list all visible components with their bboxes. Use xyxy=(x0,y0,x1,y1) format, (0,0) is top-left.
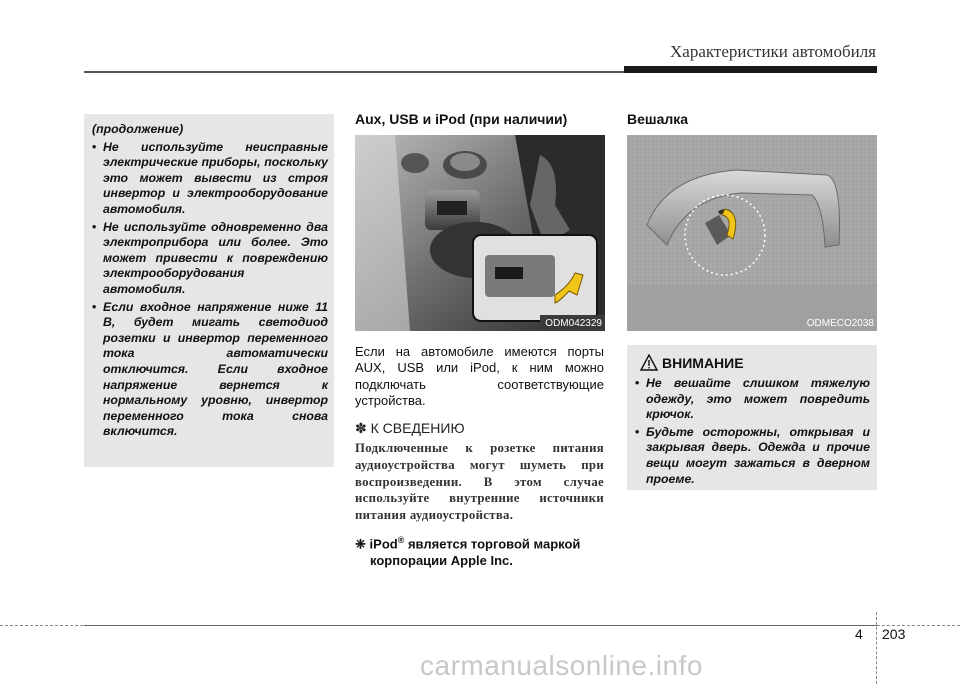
caution-item: • Если входное напряжение ниже 11 В, будет мигать светодиод розетки и инвертор переменного тока автоматически отключится. Если входное напряжение вернется к нормальному уровню, инвертор переменного тока снова включится. xyxy=(92,300,328,440)
caution-continued-box xyxy=(84,114,334,467)
trademark-brand: iPod xyxy=(369,536,398,552)
notice-text: Подключенные к розетке питания аудиоустройства могут шуметь при воспроизведении. В этом случае используйте внутренние источники питания аудиоустройства. xyxy=(355,441,604,523)
page-number-divider xyxy=(876,612,878,684)
trademark-text: является торговой маркой xyxy=(404,536,581,552)
trademark-note xyxy=(355,532,604,569)
warning-item: • Не вешайте слишком тяжелую одежду, это может повредить крючок. xyxy=(635,376,870,423)
header-rule-accent xyxy=(624,66,877,73)
coat-hook-photo xyxy=(627,135,877,331)
trademark-mark: ❈ xyxy=(355,536,366,552)
running-header: Характеристики автомобиля xyxy=(670,42,876,61)
section-heading-hanger: Вешалка xyxy=(627,111,689,127)
notice-heading: ✽ К СВЕДЕНИЮ xyxy=(355,420,465,436)
trademark-owner: корпорации Apple Inc. xyxy=(370,553,513,569)
caution-item: • Не используйте одновременно два электроприбора или более. Это может привести к повреждению электрооборудования автомобиля. xyxy=(92,220,328,298)
caution-item: • Не используйте неисправные электрические приборы, поскольку это может вывести из строя инвертор и электрооборудование автомобиля. xyxy=(92,140,328,218)
section-heading-aux-usb: Aux, USB и iPod (при наличии) xyxy=(355,111,568,127)
header-rule xyxy=(84,71,624,73)
photo-caption: ODM042329 xyxy=(545,318,602,329)
warning-triangle-icon xyxy=(640,354,658,371)
warning-list xyxy=(635,376,870,489)
warning-item: • Будьте осторожны, открывая и закрывая дверь. Одежда и прочие вещи могут зажаться в дверном проеме. xyxy=(635,425,870,487)
watermark: carmanualsonline.info xyxy=(420,650,703,681)
photo-caption: ODMECO2038 xyxy=(806,318,874,329)
body-paragraph: Если на автомобиле имеются порты AUX, USB или iPod, к ним можно подключать соответствующие устройства. xyxy=(355,344,604,408)
footer-rule xyxy=(84,625,877,626)
caution-list xyxy=(92,140,328,440)
chapter-number: 4 xyxy=(855,626,863,642)
registered-mark: ® xyxy=(397,535,405,545)
page-number: 203 xyxy=(882,626,906,642)
continued-label: (продолжение) xyxy=(92,122,184,136)
warning-title: ВНИМАНИЕ xyxy=(662,355,744,371)
console-ports-photo xyxy=(355,135,605,331)
